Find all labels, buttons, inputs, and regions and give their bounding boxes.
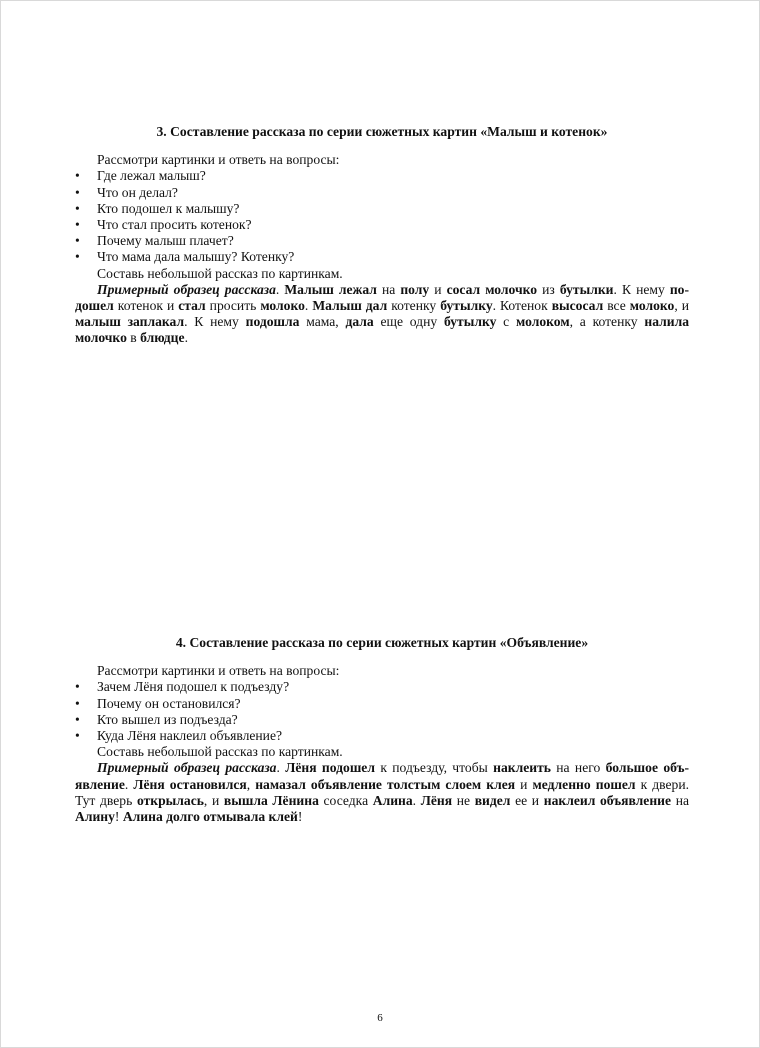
story-text: ! (114, 809, 123, 825)
story-emphasis: подошла (245, 314, 300, 330)
story-text: соседка (318, 792, 373, 808)
question-item: • Кто подошел к малышу? (75, 201, 689, 217)
story-emphasis: открылась (136, 792, 204, 808)
section-outro: Составь небольшой рассказ по картинкам. (97, 265, 343, 281)
story-text: , и (203, 792, 224, 808)
story-text: все (603, 298, 630, 314)
question-list (75, 679, 689, 744)
story-text: на него (550, 760, 606, 776)
story-text: на (376, 281, 401, 297)
story-text: из (537, 281, 560, 297)
story-emphasis: бутылку (440, 298, 493, 314)
story-text: . (275, 281, 285, 297)
story-emphasis: блюдце (140, 330, 185, 346)
story-text: на (671, 792, 690, 808)
story-text: . (124, 776, 134, 792)
story-emphasis: Малыш лежал (284, 281, 377, 297)
story-emphasis: молоком (516, 314, 570, 330)
story-emphasis: Лёня (420, 792, 453, 808)
story-text: не (452, 792, 475, 808)
story-emphasis: Алина долго отмывала клей (122, 809, 298, 825)
story-emphasis: Лёня подошел (285, 760, 375, 776)
question-item: • Почему малыш плачет? (75, 233, 689, 249)
story-text: еще одну (373, 314, 444, 330)
story-emphasis: наклеил объявление (543, 792, 672, 808)
story-text: . Котенок (492, 298, 552, 314)
story-emphasis: большое объявление (75, 760, 690, 792)
sample-story (75, 760, 689, 825)
section-outro: Составь небольшой рассказ по картинкам. (97, 744, 343, 760)
story-text: ее и (510, 792, 544, 808)
story-emphasis: молоко (629, 298, 675, 314)
story-text: . К нему (613, 281, 670, 297)
question-item: • Где лежал малыш? (75, 168, 689, 184)
story-text: в (126, 330, 141, 346)
story-text: ! (297, 809, 303, 825)
story-text: , и (674, 298, 690, 314)
question-item: • Зачем Лёня подошел к подъезду? (75, 679, 689, 695)
section-heading: 3. Составление рассказа по серии сюжетных картин «Малыш и котенок» (156, 124, 608, 139)
story-emphasis: стал (178, 298, 206, 314)
story-emphasis: бутылку (443, 314, 497, 330)
story-text: . (412, 792, 421, 808)
section-malysh-kotenok (75, 124, 689, 347)
section-intro: Рассмотри картинки и ответь на вопросы: (97, 152, 340, 168)
story-text: с (496, 314, 517, 330)
story-text: к подъезду, чтобы (374, 760, 494, 776)
story-emphasis: подошел (75, 281, 690, 314)
story-emphasis: сосал молочко (446, 281, 538, 297)
story-emphasis: бутылки (559, 281, 614, 297)
story-emphasis: Алина (372, 792, 413, 808)
section-obyavlenie (75, 635, 689, 825)
story-emphasis: намазал объявление толстым слоем клея (255, 776, 516, 792)
question-item: • Что он делал? (75, 185, 689, 201)
section-heading: 4. Составление рассказа по серии сюжетных картин «Объявление» (175, 635, 589, 650)
story-emphasis: дала (345, 314, 374, 330)
sample-story (75, 282, 689, 347)
story-emphasis: малыш заплакал (75, 314, 185, 330)
question-item: • Почему он остановился? (75, 696, 689, 712)
story-text: . (304, 298, 313, 314)
story-label: Примерный образец рассказа (97, 281, 276, 297)
story-emphasis: молоко (260, 298, 305, 314)
question-item: • Что мама дала малышу? Котенку? (75, 249, 689, 265)
story-text: и (429, 281, 447, 297)
story-text: , а котенку (569, 314, 645, 330)
question-item: • Куда Лёня наклеил объявление? (75, 728, 689, 744)
story-text: , (246, 776, 256, 792)
question-list (75, 168, 689, 265)
story-text: . К нему (184, 314, 246, 330)
question-item: • Что стал просить котенок? (75, 217, 689, 233)
story-emphasis: налила молочко (75, 314, 689, 346)
story-emphasis: высосал (551, 298, 604, 314)
story-text: . (184, 330, 188, 346)
story-text: к двери. Тут дверь (75, 776, 690, 808)
story-text: мама, (299, 314, 346, 330)
story-text: котенок и (113, 298, 179, 314)
story-text: котенку (387, 298, 441, 314)
story-emphasis: полу (400, 281, 430, 297)
story-text: . (276, 760, 286, 776)
section-intro: Рассмотри картинки и ответь на вопросы: (97, 663, 340, 679)
story-label: Примерный образец рассказа (97, 760, 277, 776)
story-emphasis: вышла Лёнина (223, 792, 319, 808)
story-text: и (515, 776, 533, 792)
story-emphasis: Лёня остановился (133, 776, 247, 792)
page-number: 6 (377, 1012, 383, 1024)
question-item: • Кто вышел из подъезда? (75, 712, 689, 728)
story-emphasis: наклеить (493, 760, 551, 776)
story-text: просить (205, 298, 261, 314)
story-emphasis: видел (474, 792, 511, 808)
story-emphasis: Малыш дал (312, 298, 388, 314)
story-emphasis: медленно пошел (532, 776, 636, 792)
story-emphasis: Алину (75, 809, 115, 825)
